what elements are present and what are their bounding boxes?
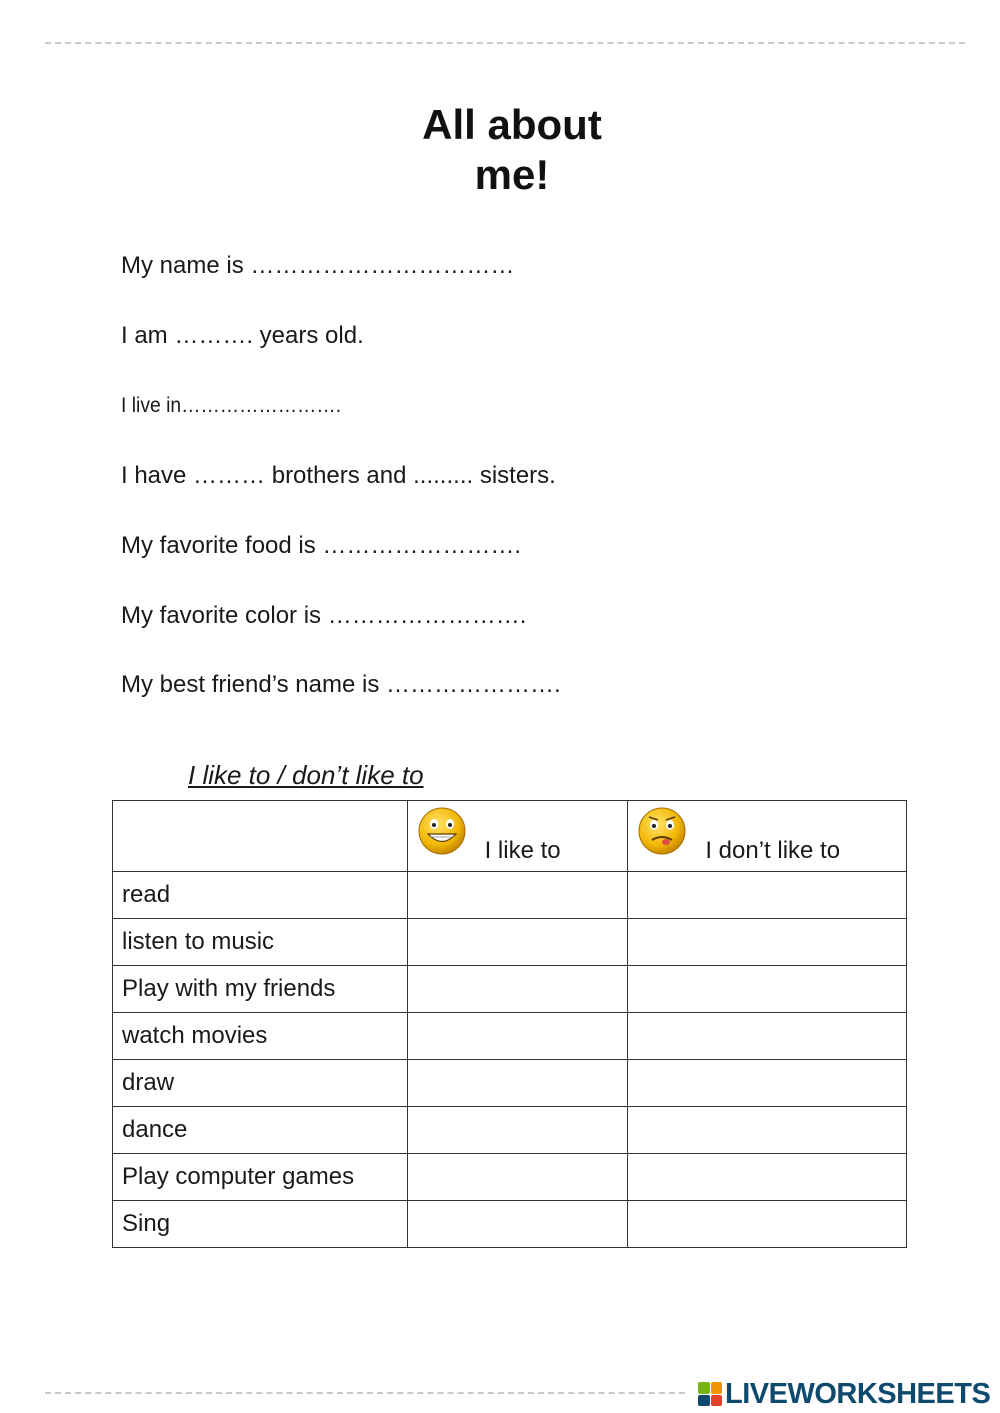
title-line-1: All about (422, 101, 602, 148)
table-row (113, 966, 907, 1013)
decorative-border-bottom (45, 1392, 685, 1394)
like-cell[interactable] (407, 872, 628, 919)
activity-label: dance (113, 1107, 408, 1154)
logo-mark-icon (698, 1382, 722, 1406)
table-row (113, 872, 907, 919)
activity-label: read (113, 872, 408, 919)
like-dislike-heading: I like to / don’t like to (188, 760, 424, 790)
table-row (113, 919, 907, 966)
like-cell[interactable] (407, 1013, 628, 1060)
like-cell[interactable] (407, 966, 628, 1013)
food-field: My favorite food is ……………………. (121, 532, 522, 559)
table-row (113, 1060, 907, 1107)
page-title (0, 100, 1000, 200)
best-friend-field: My best friend’s name is …………………. (121, 671, 561, 698)
live-field: I live in……………………. (121, 394, 342, 417)
activity-label: Play computer games (113, 1154, 408, 1201)
logo-text: LIVEWORKSHEETS (725, 1377, 991, 1410)
title-line-2: me! (474, 151, 550, 198)
age-field: I am ………. years old. (121, 322, 364, 349)
header-empty-cell (113, 801, 408, 872)
color-field: My favorite color is ……………………. (121, 602, 527, 629)
like-cell[interactable] (407, 1201, 628, 1248)
likes-table (112, 800, 907, 1248)
smiling-face-icon (416, 803, 468, 855)
dislike-cell[interactable] (628, 1154, 907, 1201)
liveworksheets-logo (698, 1378, 990, 1410)
siblings-field: I have ……… brothers and ......... sisters. (121, 462, 556, 489)
dislike-cell[interactable] (628, 1060, 907, 1107)
decorative-border-top (45, 42, 965, 44)
table-row (113, 1107, 907, 1154)
dislike-cell[interactable] (628, 966, 907, 1013)
activity-label: Play with my friends (113, 966, 408, 1013)
dislike-cell[interactable] (628, 1013, 907, 1060)
table-row (113, 1201, 907, 1248)
dislike-cell[interactable] (628, 872, 907, 919)
worried-face-icon (636, 803, 688, 855)
activity-label: draw (113, 1060, 408, 1107)
header-dislike-label: I don’t like to (705, 837, 841, 864)
table-row (113, 1154, 907, 1201)
name-field: My name is …………………………… (121, 252, 515, 279)
activity-label: Sing (113, 1201, 408, 1248)
like-cell[interactable] (407, 1154, 628, 1201)
activity-label: watch movies (113, 1013, 408, 1060)
like-cell[interactable] (407, 1060, 628, 1107)
header-dislike-cell (628, 801, 907, 872)
table-header-row (113, 801, 907, 872)
like-cell[interactable] (407, 1107, 628, 1154)
like-cell[interactable] (407, 919, 628, 966)
activity-label: listen to music (113, 919, 408, 966)
header-like-label: I like to (484, 837, 561, 864)
header-like-cell (407, 801, 628, 872)
table-row (113, 1013, 907, 1060)
dislike-cell[interactable] (628, 1201, 907, 1248)
dislike-cell[interactable] (628, 919, 907, 966)
dislike-cell[interactable] (628, 1107, 907, 1154)
